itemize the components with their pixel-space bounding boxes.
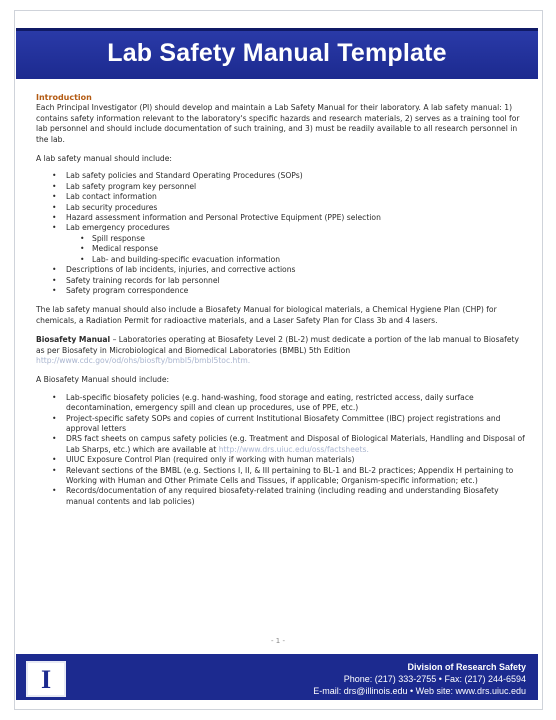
list-item: • Project-specific safety SOPs and copies of current Institutional Biosafety Committee (IBC) project registrations and approval letters [66,414,526,435]
list-item: • Safety program correspondence [66,286,526,296]
page-title: Lab Safety Manual Template [107,39,447,67]
intro-heading: Introduction [36,93,92,102]
list-item: • Records/documentation of any required biosafety-related training (including reading and understanding Biosafety manual contents and lab policies) [66,486,526,507]
list-item-label: Lab emergency procedures [66,223,170,233]
biosafety-label: Biosafety Manual [36,335,111,345]
biosafety-text: – Laboratories operating at Biosafety Level 2 (BL-2) must dedicate a portion of the lab manual to Biosafety as per Biosafety in Microbiological and Biomedical Laboratories (BMBL) 5th Edition [36,335,519,355]
footer-email: E-mail: drs@illinois.edu • Web site: www.drs.uiuc.edu [313,686,526,696]
page-number: - 1 - [271,637,285,645]
list-item: • Lab security procedures [66,203,526,213]
sub-list-item: • Medical response [92,244,526,254]
sub-list-item: • Lab- and building-specific evacuation information [92,255,526,265]
list-item: • Relevant sections of the BMBL (e.g. Sections I, II, & III pertaining to BL-1 and BL-2 practices; Appendix H pertaining to Working with Human and Other Primate Cells and Tissues, if applicable; Organism-specific information; etc.) [66,466,526,487]
document-body [36,93,526,507]
list-item [66,434,526,455]
list-item: • Lab contact information [66,192,526,202]
list-item: • UIUC Exposure Control Plan (required only if working with human materials) [66,455,526,465]
also-paragraph: The lab safety manual should also include a Biosafety Manual for biological materials, a Chemical Hygiene Plan (CHP) for chemicals, a Radiation Permit for radioactive materials, and a Laser Safety Plan for Class 3b and 4 lasers. [36,305,497,325]
list-item: • Safety training records for lab personnel [66,276,526,286]
include-list [36,171,526,296]
bmbl-link[interactable]: http://www.cdc.gov/od/ohs/biosfty/bmbl5/bmbl5toc.htm. [36,355,251,365]
bio-heading: A Biosafety Manual should include: [36,375,170,385]
biosafety-list [36,393,526,507]
list-item: • Lab safety program key personnel [66,182,526,192]
intro-paragraph: Each Principal Investigator (PI) should develop and maintain a Lab Safety Manual for their laboratory. A lab safety manual: 1) contains safety information relevant to the laboratory's specific hazards and research materials, 2) serves as a training tool for lab personnel and should include documentation of such training, and 3) must be readily available to all research personnel in the lab. [36,103,520,144]
biosafety-paragraph [36,335,526,366]
title-banner [16,28,538,79]
include-heading: A lab safety manual should include: [36,154,172,164]
sub-list-item: • Spill response [92,234,526,244]
factsheets-link[interactable]: http://www.drs.uiuc.edu/oss/factsheets. [218,444,369,454]
footer-phone: Phone: (217) 333-2755 • Fax: (217) 244-6594 [343,674,526,684]
footer-division: Division of Research Safety [407,662,526,672]
list-item [66,223,526,265]
list-item: • Lab safety policies and Standard Operating Procedures (SOPs) [66,171,526,181]
drs-item-text: DRS fact sheets on campus safety policies (e.g. Treatment and Disposal of Biological Materials, Handling and Disposal of Lab Sharps, etc.) which are available at [66,434,525,454]
logo-letter: I [40,665,52,694]
list-item: • Lab-specific biosafety policies (e.g. hand-washing, food storage and eating, restricted access, daily surface decontamination, emergency spill and clean up procedures, use of PPE, etc.) [66,393,526,414]
illinois-logo [26,661,66,697]
emergency-sublist [66,234,526,265]
list-item: • Hazard assessment information and Personal Protective Equipment (PPE) selection [66,213,526,223]
list-item: • Descriptions of lab incidents, injuries, and corrective actions [66,265,526,275]
footer-banner [16,654,538,700]
